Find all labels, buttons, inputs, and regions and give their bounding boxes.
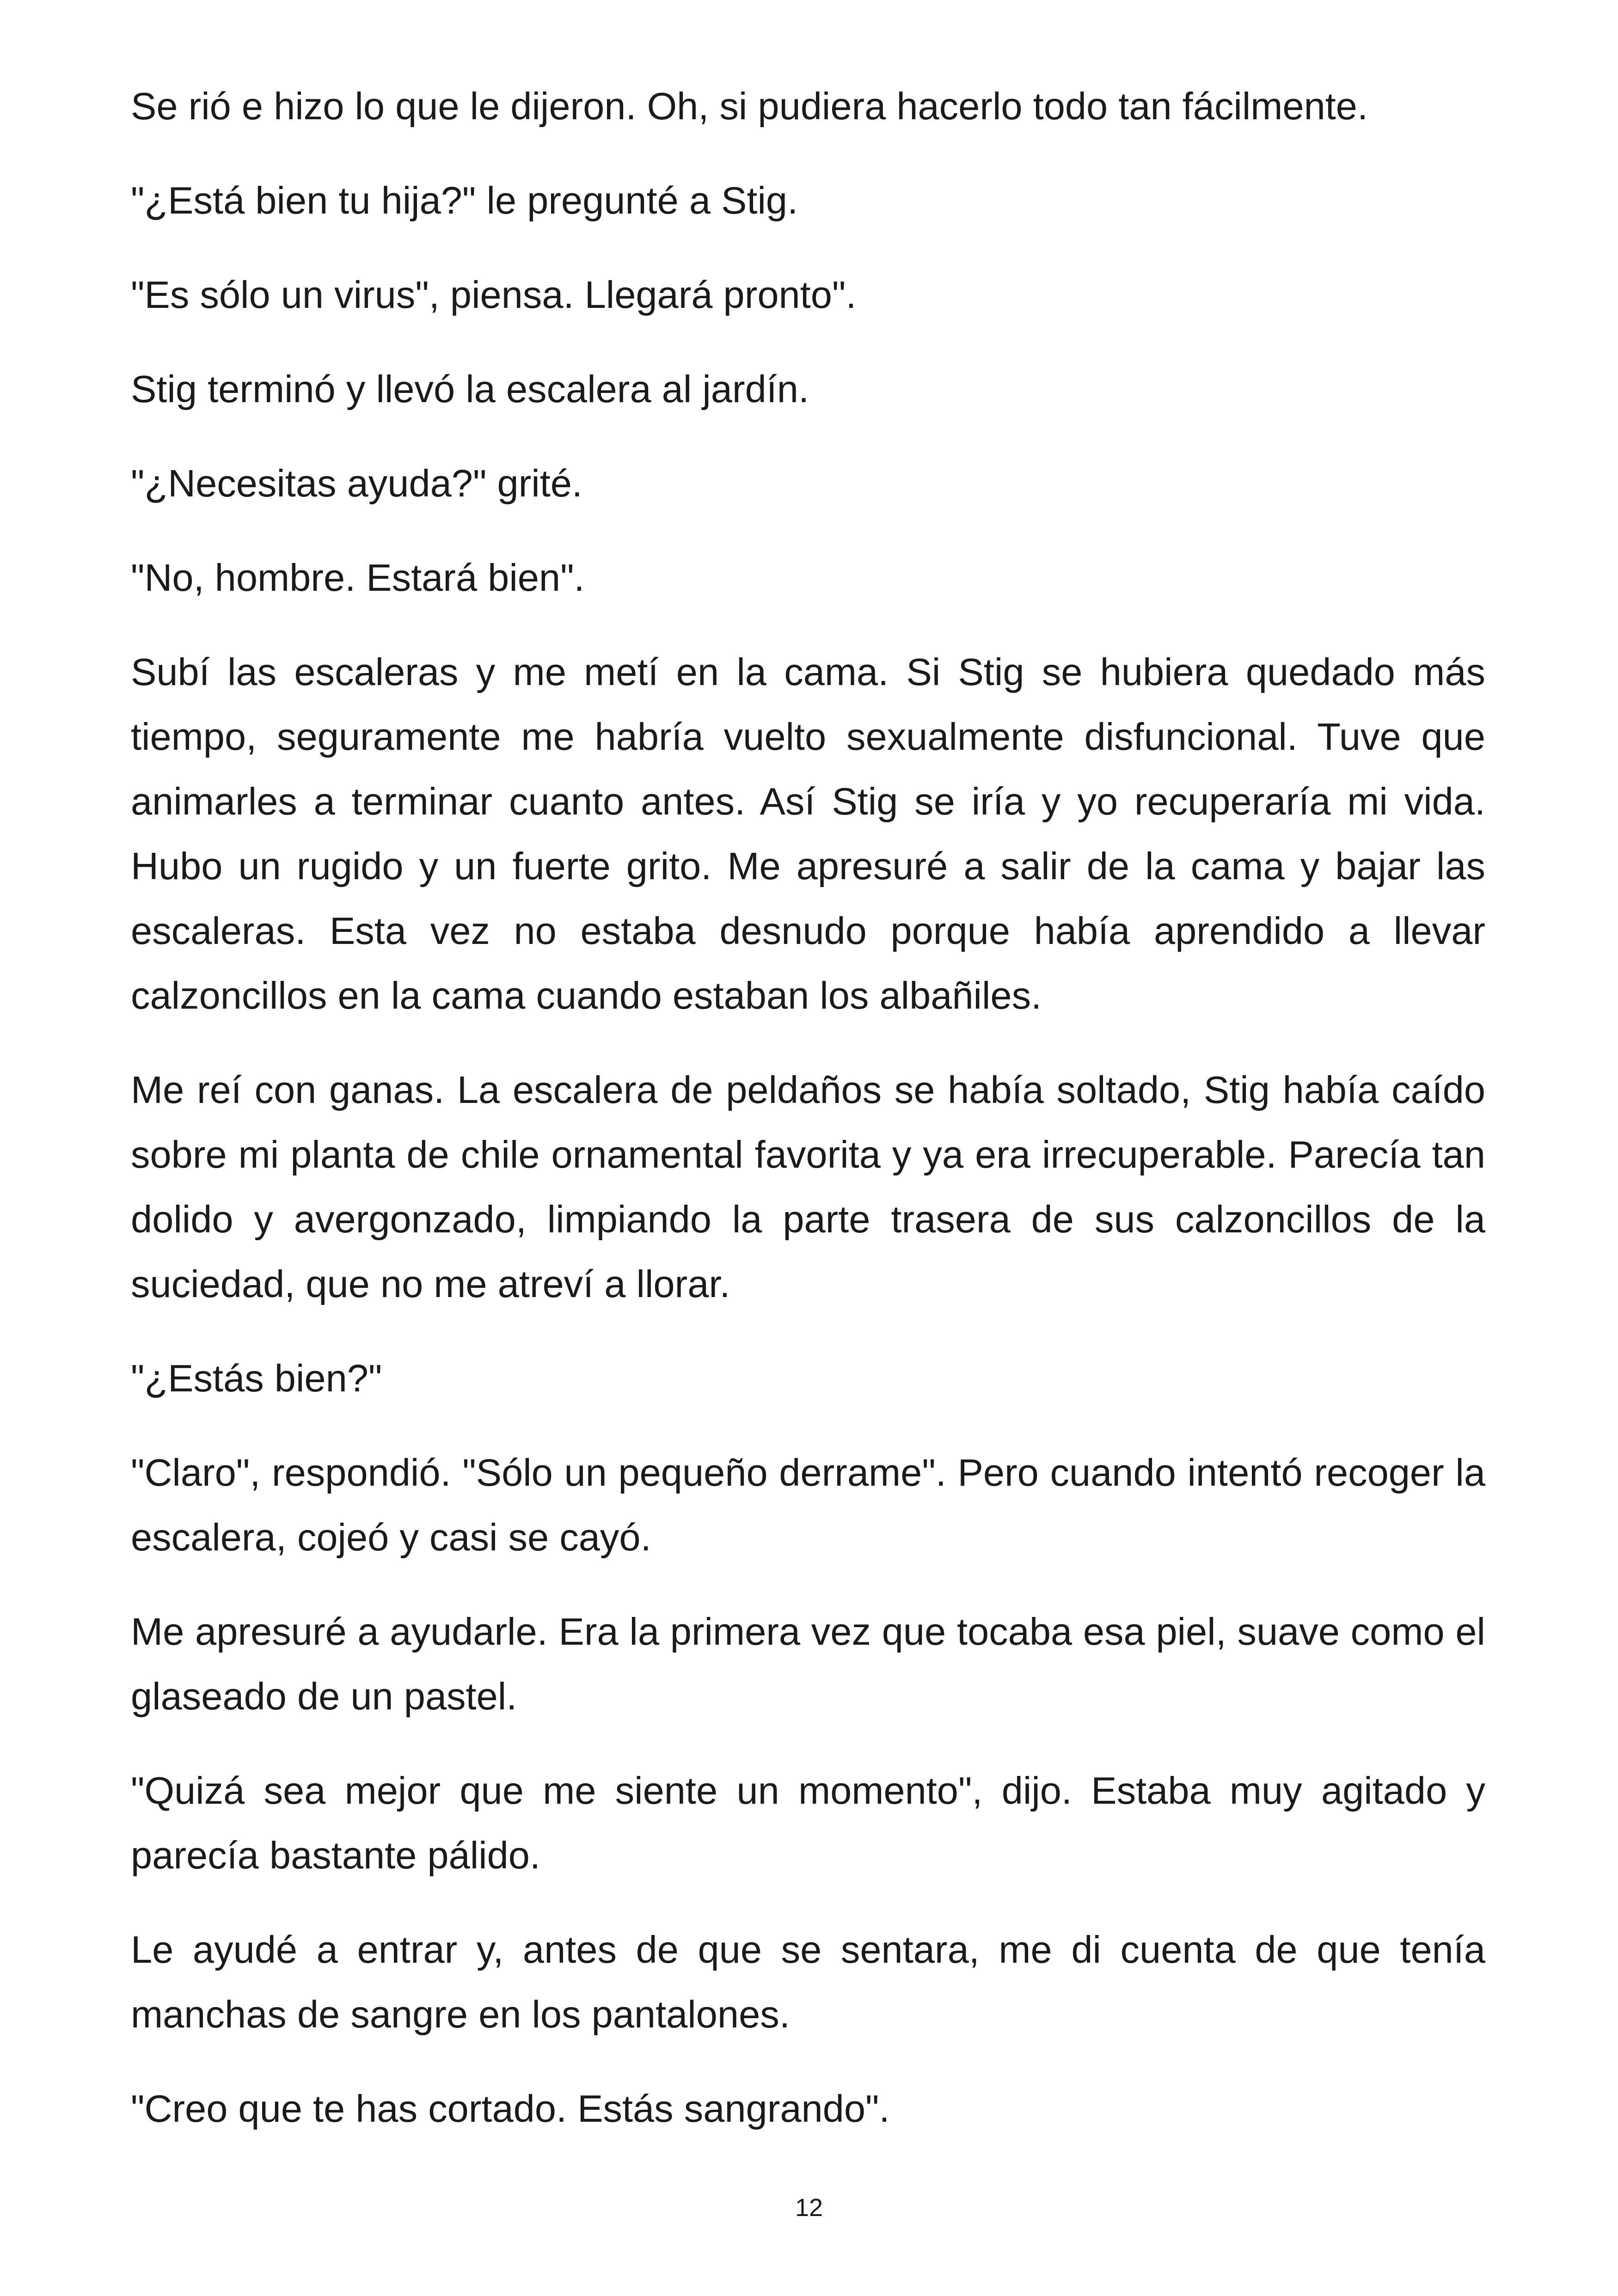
paragraph: Me reí con ganas. La escalera de peldaños se había soltado, Stig había caído sobre mi planta de chile ornamental favorita y ya era irrecuperable. Parecía tan dolido y avergonzado, limpiando la parte trasera de sus calzoncillos de la suciedad, que no me atreví a llorar. [131,1068,1485,1305]
page-number: 12 [795,2194,823,2222]
paragraph: "Creo que te has cortado. Estás sangrando". [131,2087,890,2130]
paragraph: Me apresuré a ayudarle. Era la primera vez que tocaba esa piel, suave como el glaseado de un pastel. [131,1610,1485,1718]
body-text [131,74,1485,2171]
paragraph: "¿Necesitas ayuda?" grité. [131,462,582,505]
paragraph: "¿Estás bien?" [131,1357,382,1400]
paragraph: "Es sólo un virus", piensa. Llegará pronto". [131,273,857,316]
paragraph: "Claro", respondió. "Sólo un pequeño derrame". Pero cuando intentó recoger la escalera, cojeó y casi se cayó. [131,1451,1485,1559]
paragraph: "No, hombre. Estará bien". [131,556,585,599]
paragraph: "¿Está bien tu hija?" le pregunté a Stig. [131,179,798,222]
paragraph: Subí las escaleras y me metí en la cama. Si Stig se hubiera quedado más tiempo, seguramente me habría vuelto sexualmente disfuncional. Tuve que animarles a terminar cuanto antes. Así Stig se iría y yo recuperaría mi vida. Hubo un rugido y un fuerte grito. Me apresuré a salir de la cama y bajar las escaleras. Esta vez no estaba desnudo porque había aprendido a llevar calzoncillos en la cama cuando estaban los albañiles. [131,650,1485,1017]
paragraph: Se rió e hizo lo que le dijeron. Oh, si pudiera hacerlo todo tan fácilmente. [131,85,1368,128]
paragraph: "Quizá sea mejor que me siente un momento", dijo. Estaba muy agitado y parecía bastante pálido. [131,1769,1485,1877]
paragraph: Stig terminó y llevó la escalera al jardín. [131,367,809,410]
paragraph: Le ayudé a entrar y, antes de que se sentara, me di cuenta de que tenía manchas de sangre en los pantalones. [131,1928,1485,2036]
